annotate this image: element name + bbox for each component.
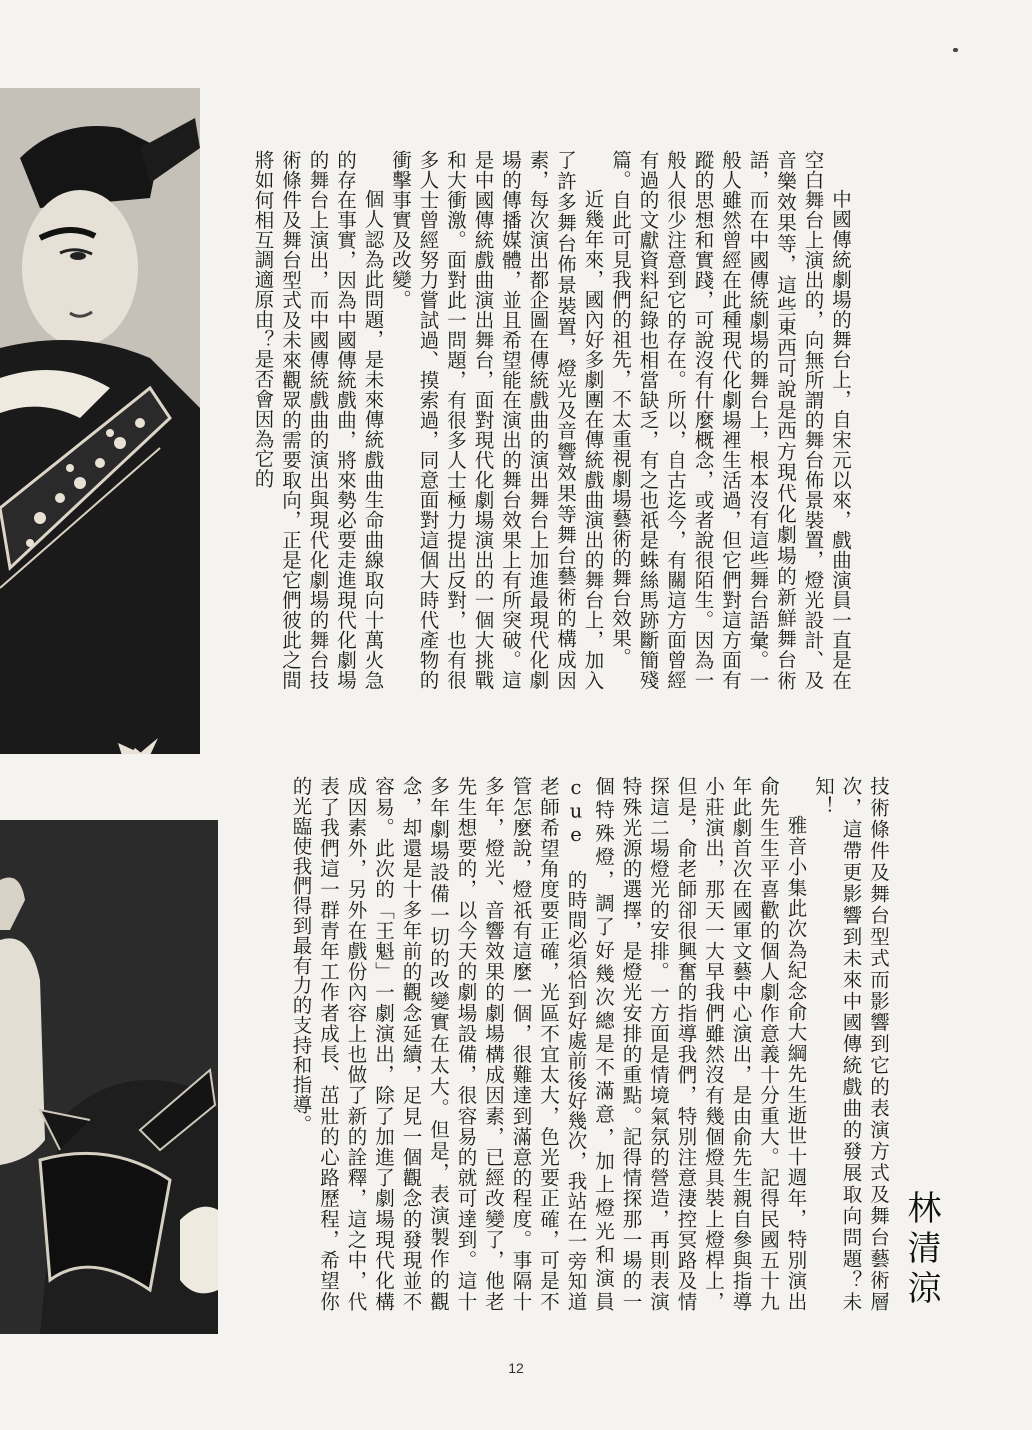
performer-illustration-top <box>0 88 200 754</box>
performer-illustration-bottom <box>0 820 218 1334</box>
author-name: 林清涼 <box>901 1190 941 1310</box>
article-column-bottom <box>252 776 892 1311</box>
print-speck <box>953 48 958 52</box>
paragraph: 個人認為此問題，是未來傳統戲曲生命曲線取向十萬火急的存在事實，因為中國傳統戲曲，將來勢必要走進現代化劇場的舞台上演出，而中國傳統戲曲的演出與現代化劇場的舞台技術條件及舞台型式及未來觀眾的需要取向，正是它們彼此之間將如何相互調適原由？是否會因為它的 <box>251 150 385 690</box>
paragraph: 近幾年來，國內好多劇團在傳統戲曲演出的舞台上，加入了許多舞台佈景裝置，燈光及音響效果等舞台藝術的構成因素，每次演出都企圖在傳統戲曲的演出舞台上加進最現代化劇場的傳播媒體，並且希望能在演出的舞台效果上有所突破。這是中國傳統戲曲演出舞台，面對現代化劇場演出的一個大挑戰和大衝激。面對此一問題，有很多人士極力提出反對，也有很多人士曾經努力嘗試過、摸索過，同意面對這個大時代產物的衝擊事實及改變。 <box>389 150 605 690</box>
paragraph: 雅音小集此次為紀念俞大綱先生逝世十週年，特別演出俞先生生平喜歡的個人劇作意義十分重大。記得民國五十九年此劇首次在國軍文藝中心演出，是由俞先生親自參與指導小莊演出，那天一大早我們雖然沒有幾個燈具裝上燈桿上，但是，俞老師卻很興奮的指導我們，特別注意淒控冥路及情探這二場燈光的安排。一方面是情境氣氛的營造，再則表演特殊光源的選擇，是燈光安排的重點。記得情探那一場的一個特殊燈，調了好幾次總是不滿意，加上燈光和演員 cue 的時間必須恰到好處前後好幾次，我站在一旁知道老師希望角度要正確，光區不宜太大，色光要正確，可是不管怎麼說，燈祇有這麼一個，很難達到滿意的程度。事隔十多年，燈光、音響效果的劇場構成因素，已經改變了，他老先生想要的，以今天的劇場設備，很容易的就可達到。這十多年劇場設備一切的改變實在太大。但是，表演製作的觀念，却還是十多年前的觀念延續，足見一個觀念的發現並不容易。此次的「王魁」一劇演出，除了加進了劇場現代化構成因素外，另外在戲份內容上也做了新的詮釋，這之中，代表了我們這一群青年工作者成長、茁壯的心路歷程，希望你的光臨使我們得到最有力的支持和指導。 <box>289 776 808 1311</box>
paragraph: 中國傳統劇場的舞台上，自宋元以來，戲曲演員一直是在空白舞台上演出的，向無所謂的舞台佈景裝置，燈光設計、及音樂效果等，這些東西可說是西方現代化劇場的新鮮舞台術語，而在中國傳統劇場的舞台上，根本沒有這些舞台語彙。一般人雖然曾經在此種現代化劇場裡生活過，但它們對這方面有蹤的思想和實踐，可說沒有什麼概念，或者說很陌生。因為一般人很少注意到它的存在。所以，自古迄今，有關這方面曾經有過的文獻資料紀錄也相當缺乏，有之也祇是蛛絲馬跡斷簡殘篇。自此可見我們的祖先，不太重視劇場藝術的舞台效果。 <box>609 150 852 690</box>
performer-photo-top <box>0 88 200 754</box>
paragraph: 技術條件及舞台型式而影響到它的表演方式及舞台藝術層次，這帶更影響到未來中國傳統戲曲的發展取向問題？未知！ <box>812 776 890 1311</box>
performer-photo-bottom <box>0 820 218 1334</box>
page-number: 12 <box>508 1360 524 1376</box>
article-column-top <box>242 150 854 690</box>
